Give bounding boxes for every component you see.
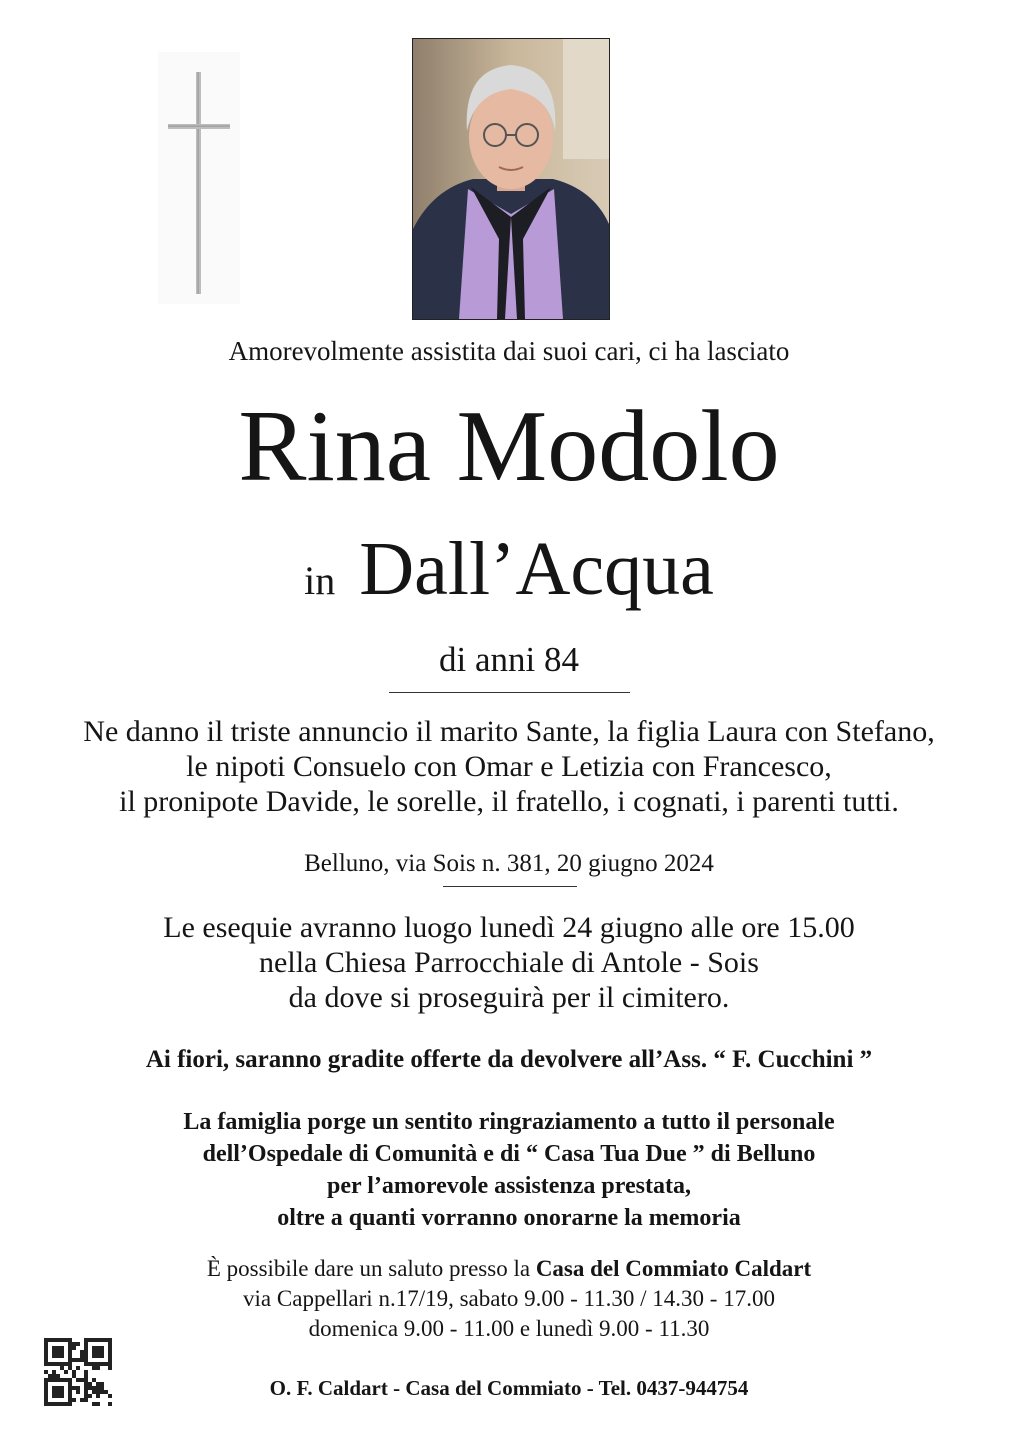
thanks-line: per l’amorevole assistenza prestata, <box>327 1173 691 1199</box>
portrait-photo <box>412 38 610 320</box>
visit-line <box>0 1254 1018 1284</box>
married-prefix: in <box>304 558 336 603</box>
divider-line <box>443 886 577 887</box>
deceased-name: Rina Modolo <box>238 390 780 503</box>
age-text: di anni 84 <box>439 640 579 679</box>
cross-panel <box>158 52 240 304</box>
funeral-paragraph <box>0 910 1018 1015</box>
visit-info <box>0 1254 1018 1344</box>
place-date: Belluno, via Sois n. 381, 20 giugno 2024 <box>304 850 714 877</box>
funeral-line: da dove si proseguirà per il cimitero. <box>288 981 730 1014</box>
visit-venue: Casa del Commiato Caldart <box>535 1256 812 1281</box>
thanks-line: oltre a quanti vorranno onorarne la memoria <box>277 1205 741 1231</box>
mourners-line: Ne danno il triste annuncio il marito Sante, la figlia Laura con Stefano, <box>83 715 935 748</box>
married-name-line <box>0 524 1018 626</box>
funeral-line: Le esequie avranno luogo lunedì 24 giugno alle ore 15.00 <box>163 911 855 944</box>
thanks-line: La famiglia porge un sentito ringraziamento a tutto il personale <box>183 1109 835 1135</box>
thanks-line: dell’Ospedale di Comunità e di “ Casa Tua Due ” di Belluno <box>202 1141 816 1167</box>
cross-icon <box>158 52 240 304</box>
intro-line: Amorevolmente assistita dai suoi cari, ci ha lasciato <box>228 336 790 366</box>
married-name: Dall’Acqua <box>359 527 714 611</box>
funeral-line: nella Chiesa Parrocchiale di Antole - Sois <box>259 946 759 979</box>
flowers-note: Ai fiori, saranno gradite offerte da devolvere all’Ass. “ F. Cucchini ” <box>145 1046 873 1073</box>
divider-line <box>389 692 630 693</box>
visit-hours-line: domenica 9.00 - 11.00 e lunedì 9.00 - 11.30 <box>308 1316 710 1341</box>
mourners-line: le nipoti Consuelo con Omar e Letizia con Francesco, <box>186 750 832 783</box>
mourners-paragraph <box>0 714 1018 819</box>
visit-hours-line: via Cappellari n.17/19, sabato 9.00 - 11.30 / 14.30 - 17.00 <box>243 1286 775 1311</box>
mourners-line: il pronipote Davide, le sorelle, il fratello, i cognati, i parenti tutti. <box>119 785 899 818</box>
thanks-paragraph <box>0 1106 1018 1234</box>
visit-intro: È possibile dare un saluto presso la <box>206 1256 536 1281</box>
footer-contact: O. F. Caldart - Casa del Commiato - Tel. 0437-944754 <box>269 1376 749 1400</box>
